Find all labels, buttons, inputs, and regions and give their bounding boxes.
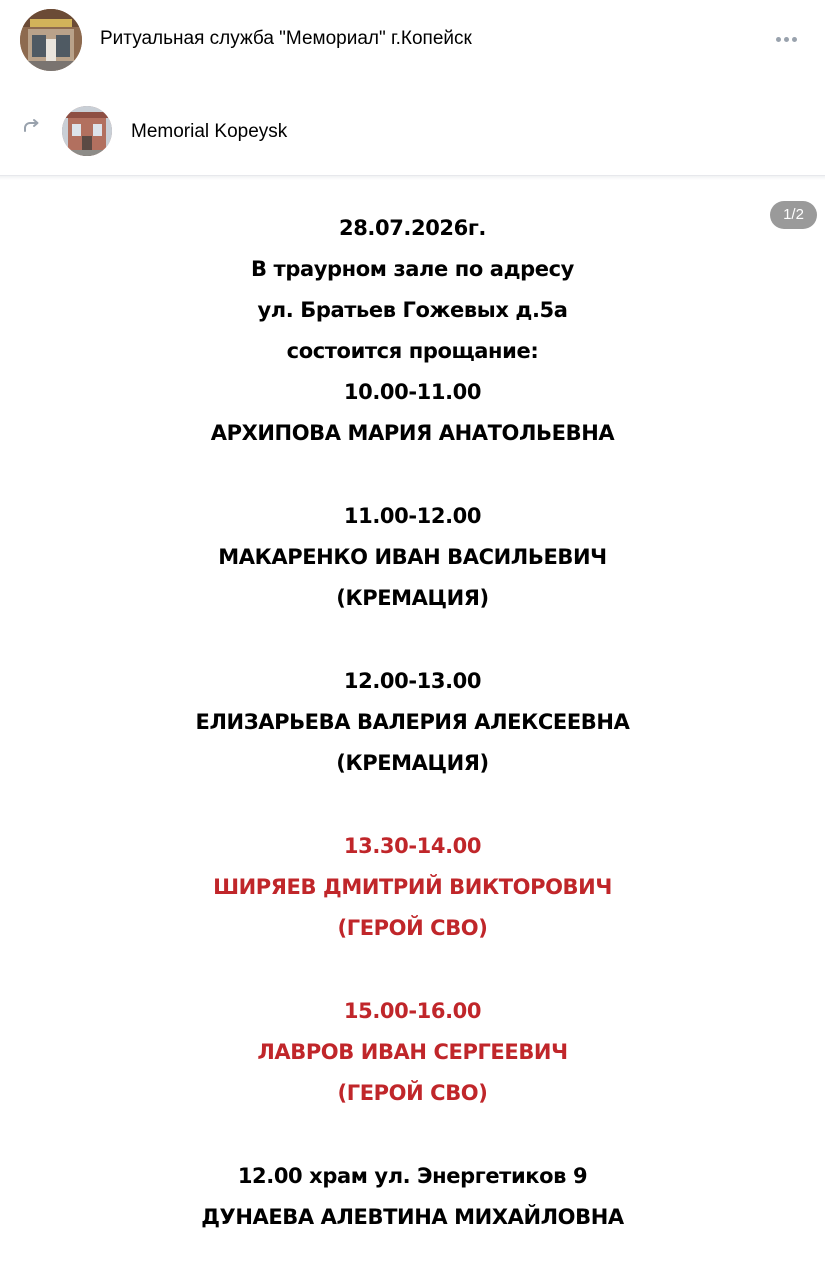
notice-line: состоится прощание: [286, 339, 539, 363]
notice-date: 28.07.2026г. [339, 216, 486, 240]
entry-name: ШИРЯЕВ ДМИТРИЙ ВИКТОРОВИЧ [213, 875, 612, 899]
entry-name: МАКАРЕНКО ИВАН ВАСИЛЬЕВИЧ [218, 545, 607, 569]
more-dots-icon[interactable] [766, 26, 806, 52]
repost-arrow-icon [22, 118, 42, 138]
notice-line: ул. Братьев Гожевых д.5а [257, 298, 568, 322]
entry-note: (КРЕМАЦИЯ) [336, 586, 489, 610]
entry-time: 13.30-14.00 [343, 834, 482, 858]
entry-time: 11.00-12.00 [343, 504, 482, 528]
group-avatar[interactable] [20, 9, 82, 71]
entry-note: (ГЕРОЙ СВО) [337, 1081, 488, 1105]
entry-time: 10.00-11.00 [343, 380, 482, 404]
group-name[interactable]: Ритуальная служба "Мемориал" г.Копейск [100, 28, 472, 49]
entry-time: 12.00-13.00 [343, 669, 482, 693]
entry-note: (ГЕРОЙ СВО) [337, 916, 488, 940]
entry-time: 12.00 храм ул. Энергетиков 9 [237, 1164, 588, 1188]
entry-name: ДУНАЕВА АЛЕВТИНА МИХАЙЛОВНА [201, 1205, 624, 1229]
source-name[interactable]: Memorial Kopeysk [131, 121, 288, 142]
entry-name: ЛАВРОВ ИВАН СЕРГЕЕВИЧ [257, 1040, 568, 1064]
photo-notice-text [0, 208, 825, 1238]
entry-note: (КРЕМАЦИЯ) [336, 751, 489, 775]
entry-time: 15.00-16.00 [343, 999, 482, 1023]
notice-line: В траурном зале по адресу [251, 257, 574, 281]
source-avatar[interactable] [62, 106, 112, 156]
entry-name: АРХИПОВА МАРИЯ АНАТОЛЬЕВНА [210, 421, 615, 445]
entry-name: ЕЛИЗАРЬЕВА ВАЛЕРИЯ АЛЕКСЕЕВНА [195, 710, 630, 734]
photo-counter: 1/2 [770, 201, 817, 229]
post-header [0, 0, 825, 84]
repost-row [0, 100, 825, 164]
